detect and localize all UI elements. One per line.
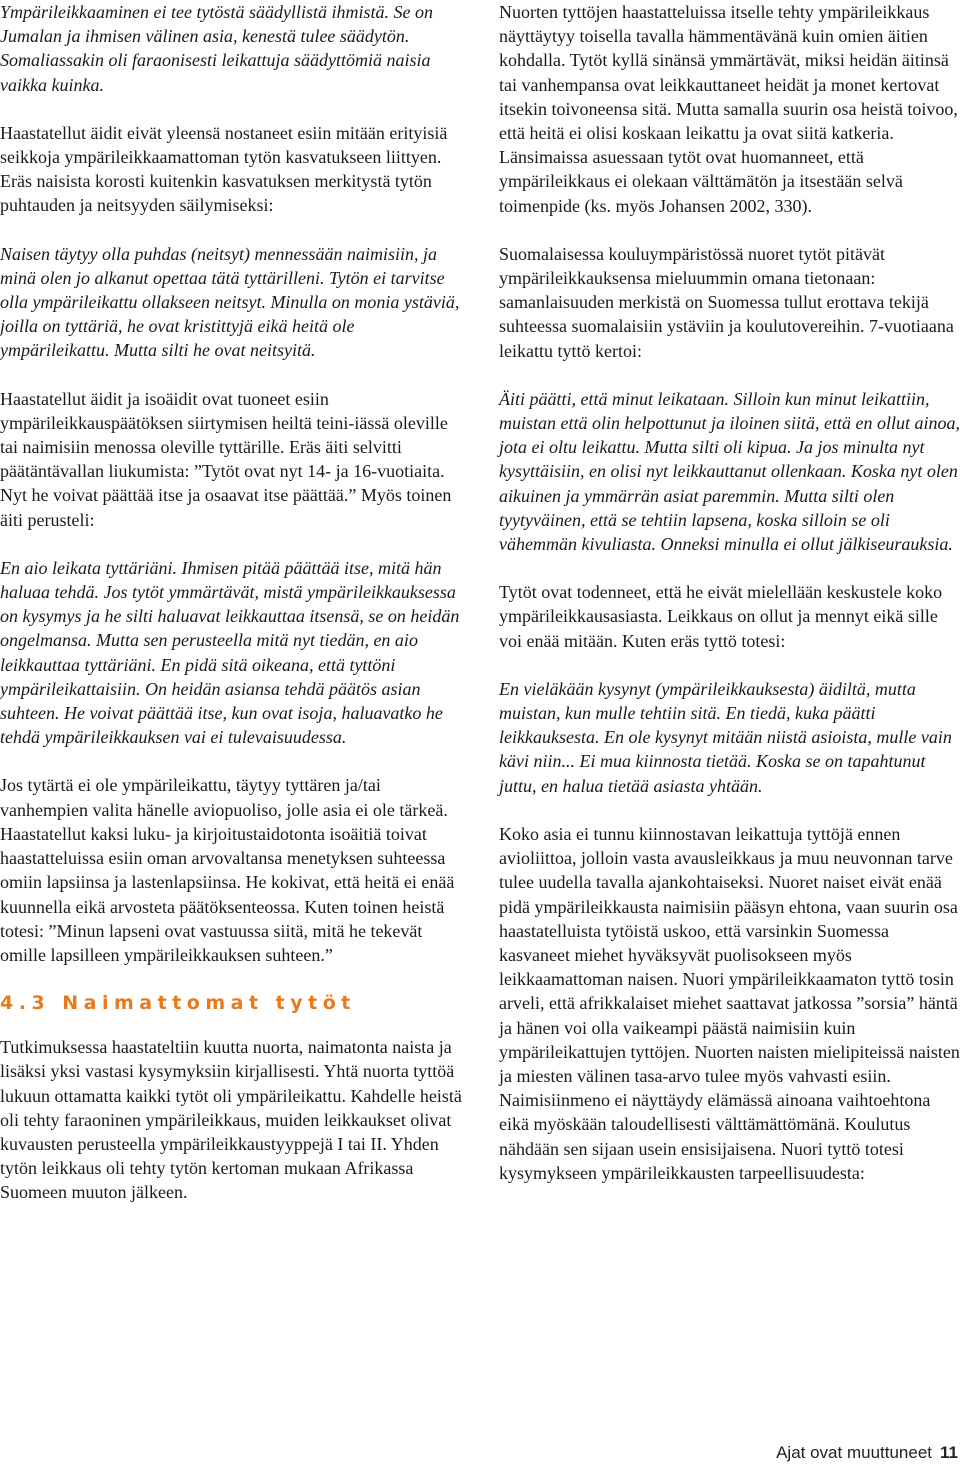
publication-title: Ajat ovat muuttuneet [776,1443,933,1462]
paragraph-grandmothers: Haastatellut äidit ja isoäidit ovat tuoneet esiin ympärileikkauspäätöksen siirtymisen heiltä teini-iässä oleville tai naimisiin menossa oleville tyttärille. Eräs äiti selvitti päätäntävallan liukumista: ”Tytöt ovat nyt 14- ja 16-vuotiaita. Nyt he voivat päättää itse ja osaavat itse päättää.” Myös toinen äiti perusteli: [0,388,452,530]
left-column [0,0,462,1205]
quote-decision: En aio leikata tyttäriäni. Ihmisen pitää päättää itse, mitä hän haluaa tehdä. Jos tytöt ymmärtävät, mistä ympärileikkauksessa on kysymys ja he silti haluavat leikkauttaa itsensä, se on heidän ongelmansa. Mutta sen perusteella mitä nyt tiedän, en aio leikkauttaa tyttäriäni. En pidä sitä oikeana, että tyttöni ympärileikattaisiin. On heidän asiansa tehdä päätös asian suhteen. He voivat päättää itse, kun ovat isoja, haluavatko he tehdä ympärileikkauksen vai ei tulevaisuudessa. [0,557,460,748]
quote-virginity: Naisen täytyy olla puhdas (neitsyt) mennessään naimisiin, ja minä olen jo alkanut opettaa tätä tyttärilleni. Tytön ei tarvitse olla ympärileikattu ollakseen neitsyt. Minulla on monia ystäviä, joilla on tyttäriä, he ovat kristittyjä eikä heitä ole ympärileikattu. Mutta silti he ovat neitsyitä. [0,243,460,361]
paragraph-mothers: Haastatellut äidit eivät yleensä nostaneet esiin mitään erityisiä seikkoja ympärileikkaamattoman tytön kasvatukseen liittyen. Eräs naisista korosti kuitenkin kasvatuksen merkitystä tytön puhtauden ja neitsyyden säilymiseksi: [0,122,448,216]
page-number: 11 [940,1443,958,1462]
paragraph-study: Tutkimuksessa haastateltiin kuutta nuorta, naimatonta naista ja lisäksi yksi vastasi kysymyksiin kirjallisesti. Yhtä nuorta tyttöä lukuun ottamatta kaikki tytöt oli ympärileikattu. Kahdelle heistä oli tehty faraoninen ympärileikkaus, muiden leikkaukset olivat kuvausten perusteella ympärileikkaustyyppejä I tai II. Yhden tytön leikkaus oli tehty tytön kertoman mukaan Afrikassa Suomeen muuton jälkeen. [0,1037,462,1203]
section-heading: 4.3 Naimattomat tytöt [0,992,356,1015]
paragraph-school: Suomalaisessa kouluympäristössä nuoret tytöt pitävät ympärileikkauksensa mieluummin omana tietonaan: samanlaisuuden merkistä on Suomessa tullut erottava tekijä suhteessa suomalaisiin ystäviin ja koulutovereihin. 7-vuotiaana leikattu tyttö kertoi: [499,243,954,361]
right-column [499,0,960,1185]
quote-seven-year-old: Äiti päätti, että minut leikataan. Silloin kun minut leikattiin, muistan että olin helpottunut ja iloinen siitä, että en ollut ainoa, jota ei oltu leikattu. Mutta silti oli kipua. Ja jos minulta nyt kysyttäisiin, en olisi nyt leikkauttanut ollenkaan. Koska nyt olen aikuinen ja ymmärrän asiat paremmin. Mutta silti olen tyytyväinen, että se tehtiin lapsena, koska silloin se oli vähemmän kivuliasta. Onneksi minulla ei ollut jälkiseurauksia. [499,388,960,555]
paragraph-top-quote: Ympärileikkaaminen ei tee tytöstä säädyllistä ihmistä. Se on Jumalan ja ihmisen välinen asia, kenestä tulee säädytön. Somaliassakin oli faraonisesti leikattuja säädyttömiä naisia vaikka kuinka. [0,2,433,95]
paragraph-spouse: Jos tytärtä ei ole ympärileikattu, täytyy tyttären ja/tai vanhempien valita hänelle aviopuoliso, jolle asia ei ole tärkeä. Haastatellut kaksi luku- ja kirjoitustaidotonta isoäitiä toivat haastatteluissa esiin oman arvovaltansa menetyksen suhteessa omiin lapsiinsa ja lastenlapsiinsa. He kokivat, että heitä ei enää kuunnella eikä arvosteta päätöksenteossa. Kuten toinen heistä totesi: ”Minun lapseni ovat vastuussa siitä, mitä he tekevät omille lapsilleen ympärileikkauksen suhteen.” [0,775,455,965]
paragraph-marriage: Koko asia ei tunnu kiinnostavan leikattuja tyttöjä ennen avioliittoa, jolloin vasta avausleikkaus ja muu neuvonnan tarve tulee uudella tavalla ajankohtaiseksi. Nuoret naiset eivät enää pidä ympärileikkausta naimisiin pääsyn ehtona, vaan suurin osa haastatelluista tytöistä uskoo, että varsinkin Suomessa kasvaneet miehet hyväksyvät puolisokseen myös leikkaamattoman naisen. Nuori ympärileikkaamaton tyttö tosin arveli, että afrikkalaiset miehet saattavat jatkossa ”sorsia” häntä ja hänen voi olla vaikeampi päästä naimisiin kuin ympärileikattujen tyttöjen. Nuorten naisten mielipiteissä naisten ja miesten välinen tasa-arvo tulee myös vahvasti esiin. Naimisiinmeno ei näyttäydy elämässä ainoana vaihtoehtona eikä myöskään taloudellisesti välttämättömänä. Koulutus nähdään sen sijaan usein ensisijaisena. Nuori tyttö totesi kysymykseen ympärileikkausten tarpeellisuudesta: [499,823,960,1183]
page-footer [776,1443,958,1463]
quote-not-interested: En vieläkään kysynyt (ympärileikkauksesta) äidiltä, mutta muistan, kun mulle tehtiin sitä. En tiedä, kuka päätti leikkauksesta. En ole kysynyt mitään niistä asioista, mulle vain kävi niin... Ei mua kiinnosta tietää. Koska se on tapahtunut juttu, en halua tietää asiasta yhtään. [499,678,952,796]
paragraph-forgotten: Tytöt ovat todenneet, että he eivät mielellään keskustele koko ympärileikkausasiasta. Leikkaus on ollut ja mennyt eikä sille voi enää mitään. Kuten eräs tyttö totesi: [499,582,943,651]
paragraph-interviews: Nuorten tyttöjen haastatteluissa itselle tehty ympärileikkaus näyttäytyy toisella tavalla hämmentävänä kuin omien äitien kohdalla. Tytöt kyllä sinänsä ymmärtävät, miksi heidän äitinsä tai vanhempansa ovat leikkauttaneet heidät ja monet kertovat itsekin toivoneensa sitä. Mutta samalla suurin osa heistä toivoo, että heitä ei olisi koskaan leikattu ja ovat siitä katkeria. Länsimaissa asuessaan tytöt ovat huomanneet, että ympärileikkaus ei olekaan välttämätön ja itsestään selvä toimenpide (ks. myös Johansen 2002, 330). [499,2,958,216]
